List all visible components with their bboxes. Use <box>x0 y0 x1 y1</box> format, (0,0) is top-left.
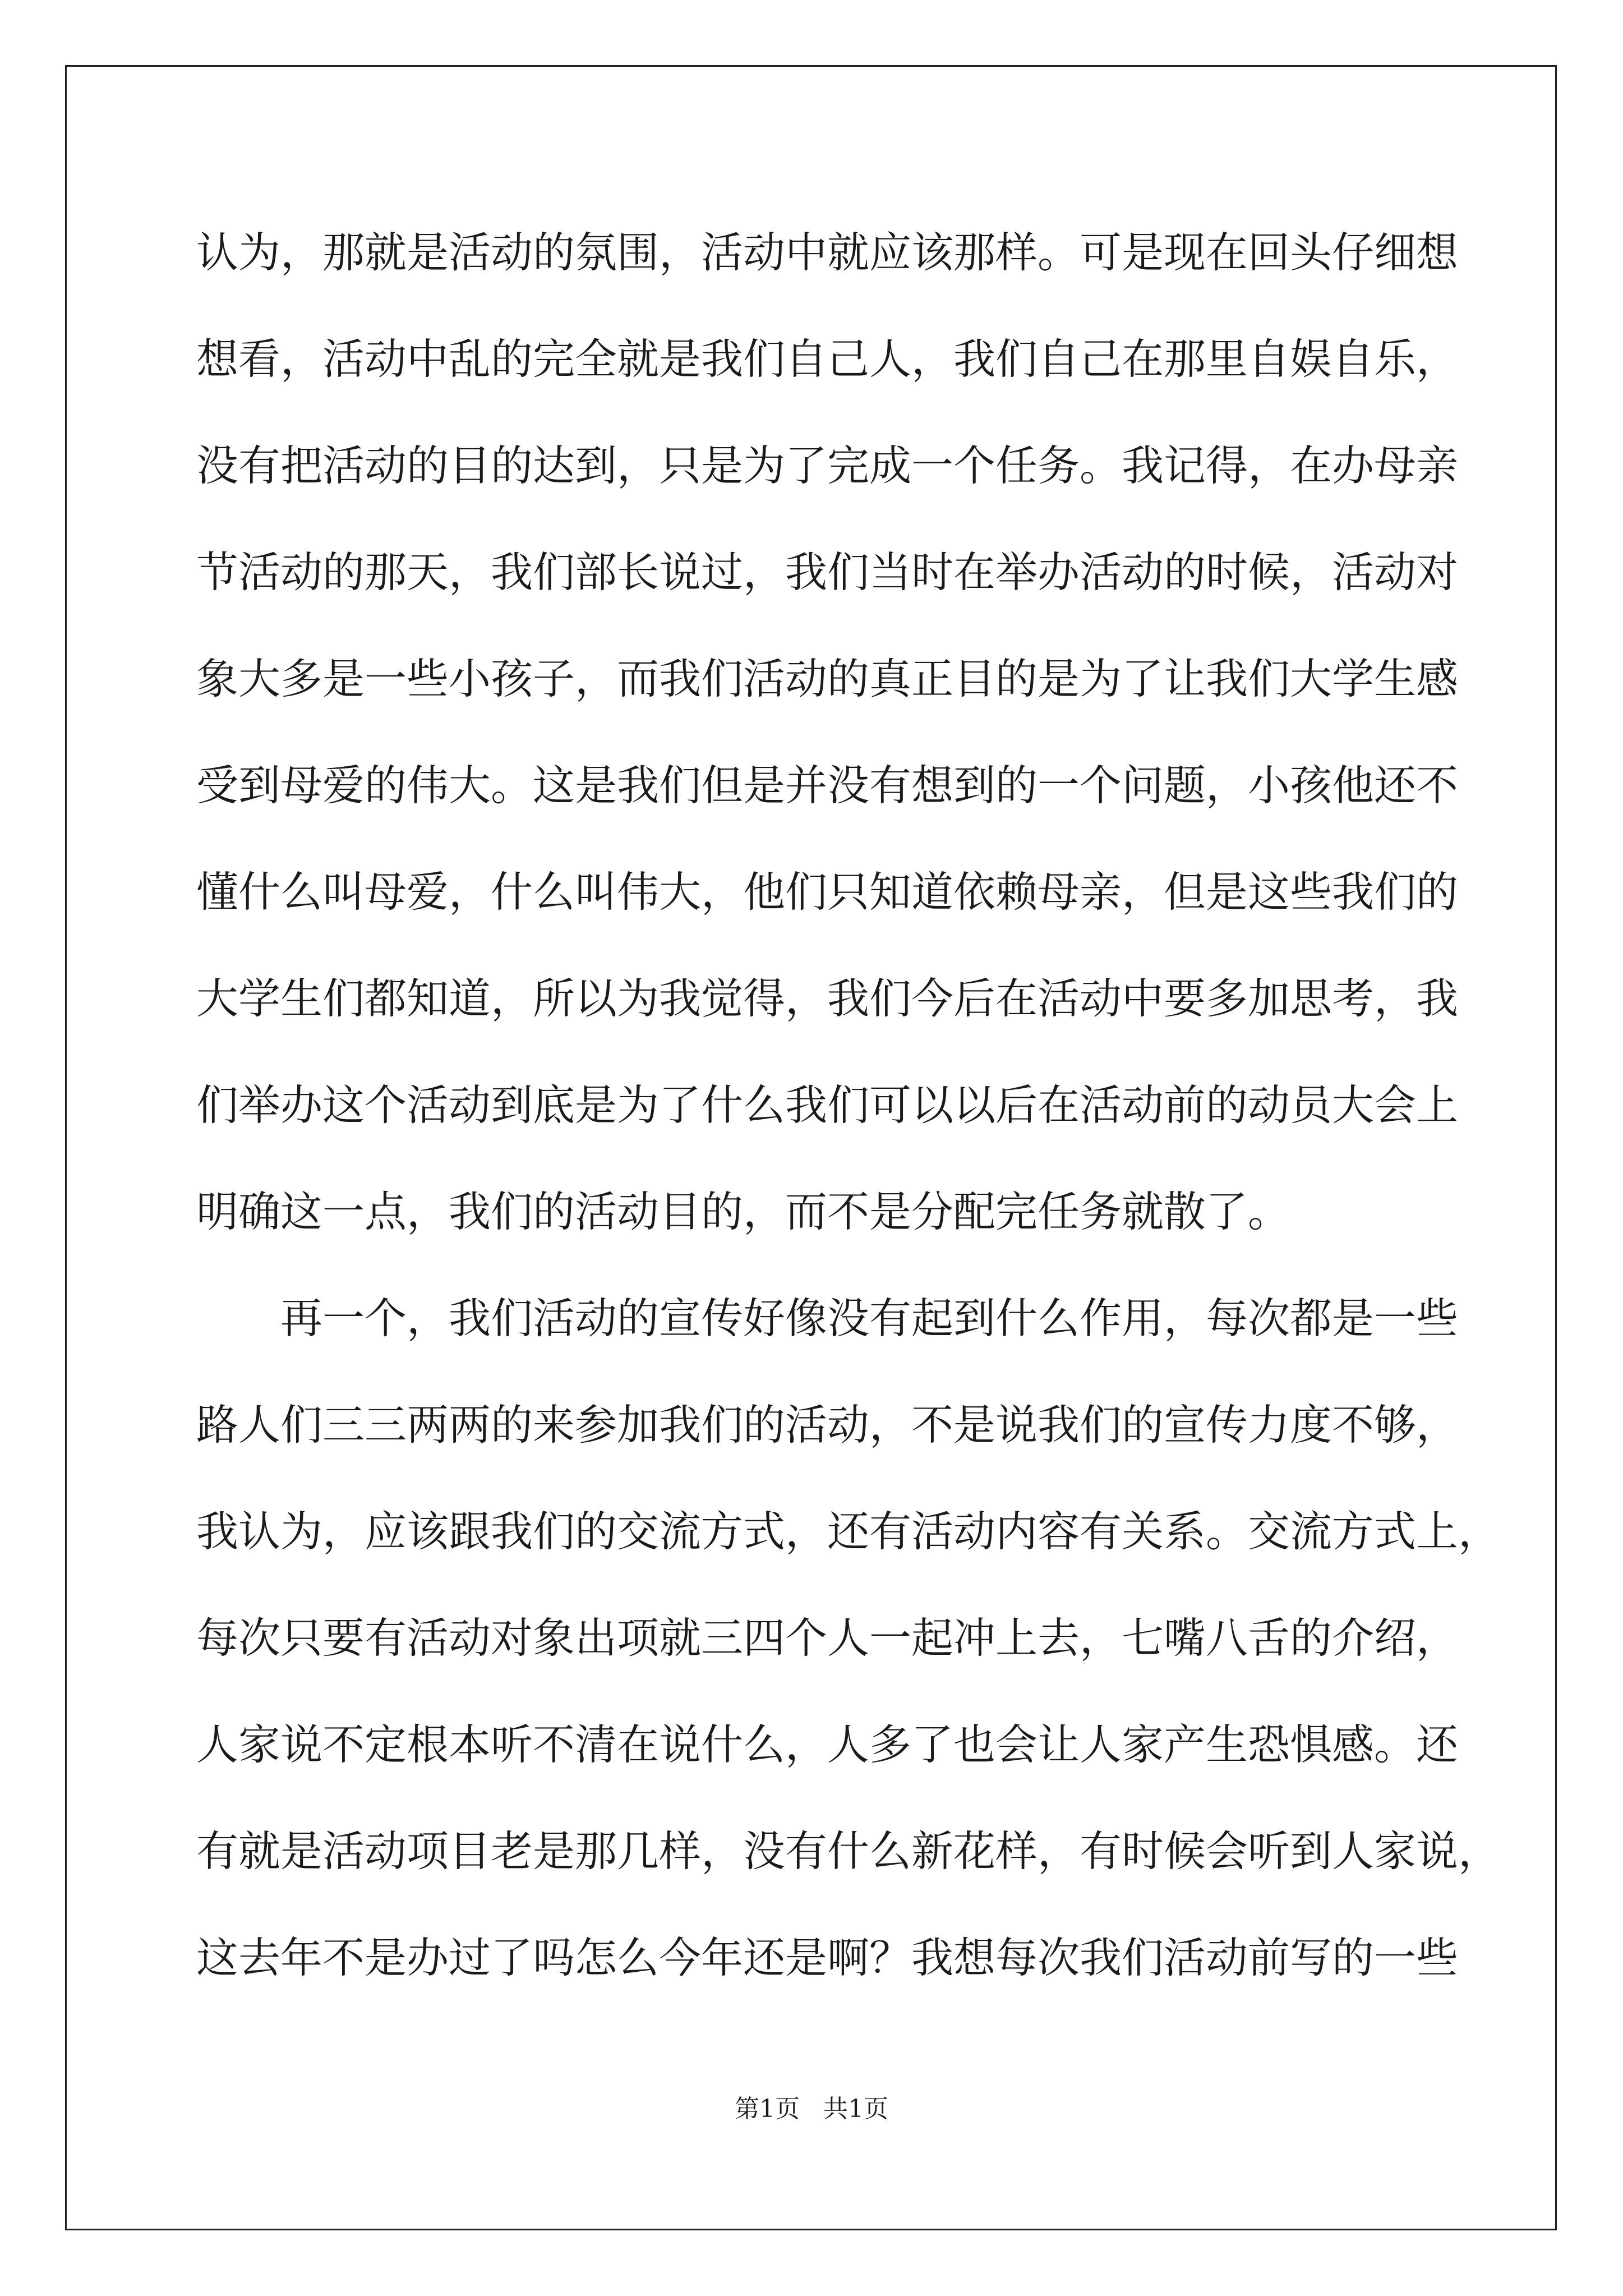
text-line: 明确这一点，我们的活动目的，而不是分配完任务就散了。 <box>196 1187 1290 1236</box>
page-footer <box>0 2092 1623 2126</box>
text-line: 没有把活动的目的达到，只是为了完成一个任务。我记得，在办母亲 <box>196 441 1459 490</box>
text-line: 路人们三三两两的来参加我们的活动，不是说我们的宣传力度不够， <box>196 1400 1459 1450</box>
text-line: 我认为，应该跟我们的交流方式，还有活动内容有关系。交流方式上， <box>196 1507 1501 1556</box>
text-line: 懂什么叫母爱，什么叫伟大，他们只知道依赖母亲，但是这些我们的 <box>196 867 1459 917</box>
text-line: 这去年不是办过了吗怎么今年还是啊？我想每次我们活动前写的一些 <box>196 1933 1459 1982</box>
text-line: 再一个，我们活动的宣传好像没有起到什么作用，每次都是一些 <box>196 1294 1459 1343</box>
text-line: 们举办这个活动到底是为了什么我们可以以后在活动前的动员大会上 <box>196 1080 1459 1130</box>
text-line: 想看，活动中乱的完全就是我们自己人，我们自己在那里自娱自乐， <box>196 334 1459 384</box>
page-number: 第1页 <box>735 2095 800 2123</box>
page-total: 共1页 <box>823 2095 888 2123</box>
text-line: 象大多是一些小孩子，而我们活动的真正目的是为了让我们大学生感 <box>196 654 1459 703</box>
text-line: 有就是活动项目老是那几样，没有什么新花样，有时候会听到人家说， <box>196 1826 1501 1876</box>
text-line: 大学生们都知道，所以为我觉得，我们今后在活动中要多加思考，我 <box>196 974 1459 1023</box>
text-line: 人家说不定根本听不清在说什么，人多了也会让人家产生恐惧感。还 <box>196 1720 1459 1769</box>
text-line: 节活动的那天，我们部长说过，我们当时在举办活动的时候，活动对 <box>196 547 1459 597</box>
text-line: 每次只要有活动对象出项就三四个人一起冲上去，七嘴八舌的介绍， <box>196 1613 1459 1663</box>
text-line: 受到母爱的伟大。这是我们但是并没有想到的一个问题，小孩他还不 <box>196 761 1459 810</box>
text-line: 认为，那就是活动的氛围，活动中就应该那样。可是现在回头仔细想 <box>196 228 1459 277</box>
